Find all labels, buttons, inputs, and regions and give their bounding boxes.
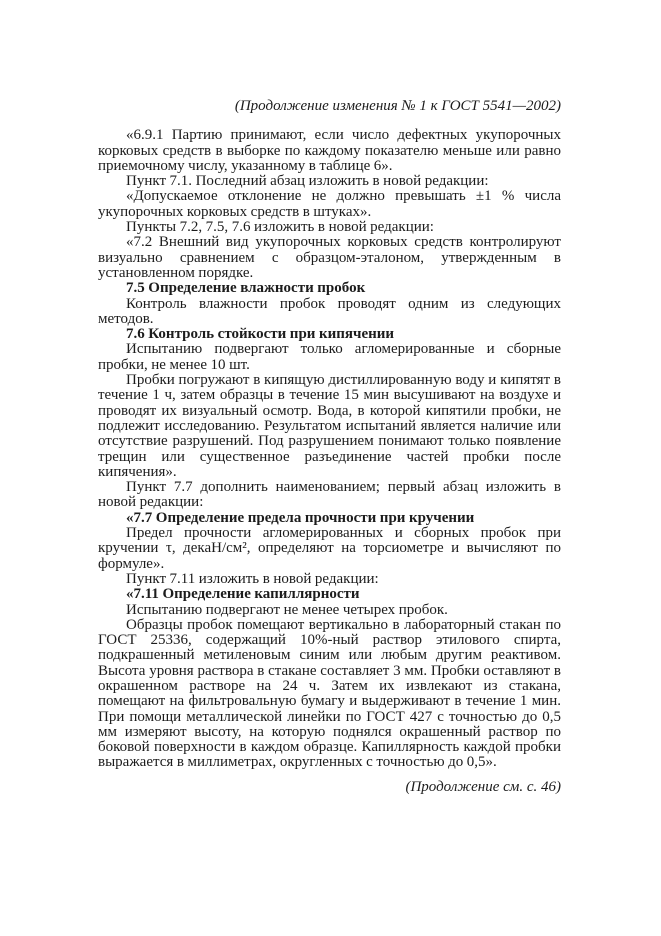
section-heading: «7.11 Определение капиллярности	[126, 586, 360, 603]
running-header: (Продолжение изменения № 1 к ГОСТ 5541—2002)	[234, 98, 561, 114]
paragraph: Образцы пробок помещают вертикально в лабораторный стакан по ГОСТ 25336, содержащий 10%-ный раствор этилового спирта, подкрашенный метиленовым синим или любым другим реактивом. Высота уровня раствора в стакане составляет 3 мм. Пробки оставляют в окрашенном растворе на 24 ч. Затем их извлекают из стакана, помещают на фильтровальную бумагу и выдерживают в течение 1 мин. При помощи металлической линейки по ГОСТ 427 с точностью до 0,5 мм измеряют высоту, на которую поднялся окрашенный раствор по боковой поверхности в каждом образце. Капиллярность каждой пробки выражается в миллиметрах, округленных с точностью до 0,5».	[98, 616, 561, 771]
continuation-note: (Продолжение см. с. 46)	[405, 778, 561, 795]
paragraph: Предел прочности агломерированных и сборных пробок при кручении τ, декаН/см², определяют на торсиометре и вычисляют по формуле».	[98, 525, 561, 572]
text-column	[98, 99, 561, 795]
paragraph: Контроль влажности пробок проводят одним из следующих методов.	[98, 295, 561, 327]
section-heading: 7.6 Контроль стойкости при кипячении	[126, 326, 395, 343]
paragraph: Пункт 7.11 изложить в новой редакции:	[126, 570, 379, 587]
paragraph: Испытанию подвергают только агломерированные и сборные пробки, не менее 10 шт.	[98, 341, 561, 373]
paragraph: Пункт 7.1. Последний абзац изложить в новой редакции:	[126, 173, 489, 190]
paragraph: Пункт 7.7 дополнить наименованием; первый абзац изложить в новой редакции:	[98, 479, 561, 511]
paragraph: Испытанию подвергают не менее четырех пробок.	[126, 601, 448, 618]
section-heading: 7.5 Определение влажности пробок	[126, 280, 366, 297]
paragraph: «6.9.1 Партию принимают, если число дефектных укупорочных корковых средств в выборке по каждому показателю меньше или равно приемочному числу, указанному в таблице 6».	[98, 127, 561, 174]
paragraph: Пункты 7.2, 7.5, 7.6 изложить в новой редакции:	[126, 219, 434, 236]
paragraphs-container	[98, 128, 561, 770]
paragraph: «Допускаемое отклонение не должно превышать ±1 % числа укупорочных корковых средств в штуках».	[98, 188, 561, 220]
paragraph: «7.2 Внешний вид укупорочных корковых средств контролируют визуально сравнением с образцом-эталоном, утвержденным в установленном порядке.	[98, 234, 561, 281]
paragraph: Пробки погружают в кипящую дистиллированную воду и кипятят в течение 1 ч, затем образцы в течение 15 мин высушивают на воздухе и проводят их визуальный осмотр. Вода, в которой кипятили пробки, не подлежит исследованию. Результатом испытаний является наличие или отсутствие разрушений. Под разрушением понимают только появление трещин или существенное разъединение частей пробки после кипячения».	[98, 372, 561, 480]
section-heading: «7.7 Определение предела прочности при кручении	[126, 509, 475, 526]
